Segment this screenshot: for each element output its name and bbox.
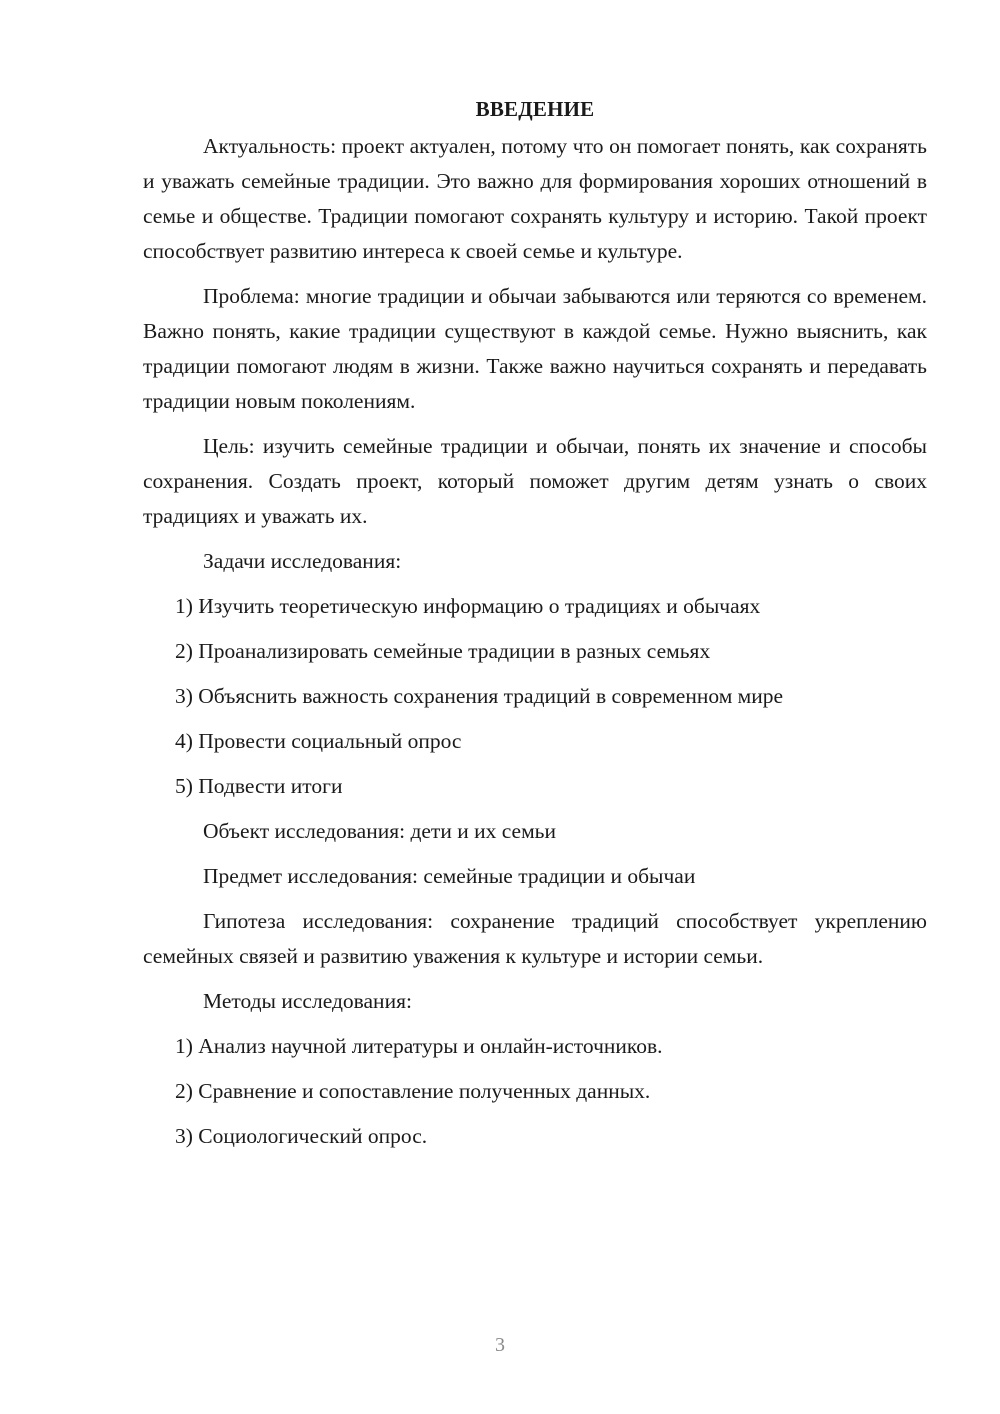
object-line: Объект исследования: дети и их семьи — [203, 819, 556, 843]
task-item: 4) Провести социальный опрос — [175, 729, 462, 753]
method-item: 1) Анализ научной литературы и онлайн-источников. — [175, 1034, 663, 1058]
tasks-heading: Задачи исследования: — [203, 549, 402, 573]
method-item: 3) Социологический опрос. — [175, 1124, 428, 1148]
methods-heading: Методы исследования: — [203, 989, 412, 1013]
subject-line: Предмет исследования: семейные традиции и обычаи — [203, 864, 696, 888]
document-page — [143, 92, 927, 1164]
relevance-paragraph: Актуальность: проект актуален, потому что он помогает понять, как сохранять и уважать семейные традиции. Это важно для формирования хороших отношений в семье и обществе. Традиции помогают сохранять культуру и историю. Такой проект способствует развитию интереса к своей семье и культуре. — [143, 134, 927, 263]
hypothesis-paragraph: Гипотеза исследования: сохранение традиций способствует укреплению семейных связей и развитию уважения к культуре и истории семьи. — [143, 909, 927, 968]
method-item: 2) Сравнение и сопоставление полученных данных. — [175, 1079, 651, 1103]
page-number: 3 — [495, 1334, 505, 1356]
task-item: 2) Проанализировать семейные традиции в разных семьях — [175, 639, 711, 663]
problem-paragraph: Проблема: многие традиции и обычаи забываются или теряются со временем. Важно понять, какие традиции существуют в каждой семье. Нужно выяснить, как традиции помогают людям в жизни. Также важно научиться сохранять и передавать традиции новым поколениям. — [143, 284, 927, 413]
goal-paragraph: Цель: изучить семейные традиции и обычаи, понять их значение и способы сохранения. Создать проект, который поможет другим детям узнать о своих традициях и уважать их. — [143, 434, 927, 528]
task-item: 3) Объяснить важность сохранения традиций в современном мире — [175, 684, 784, 708]
task-item: 1) Изучить теоретическую информацию о традициях и обычаях — [175, 594, 761, 618]
section-title: ВВЕДЕНИЕ — [475, 97, 595, 121]
task-item: 5) Подвести итоги — [175, 774, 343, 798]
